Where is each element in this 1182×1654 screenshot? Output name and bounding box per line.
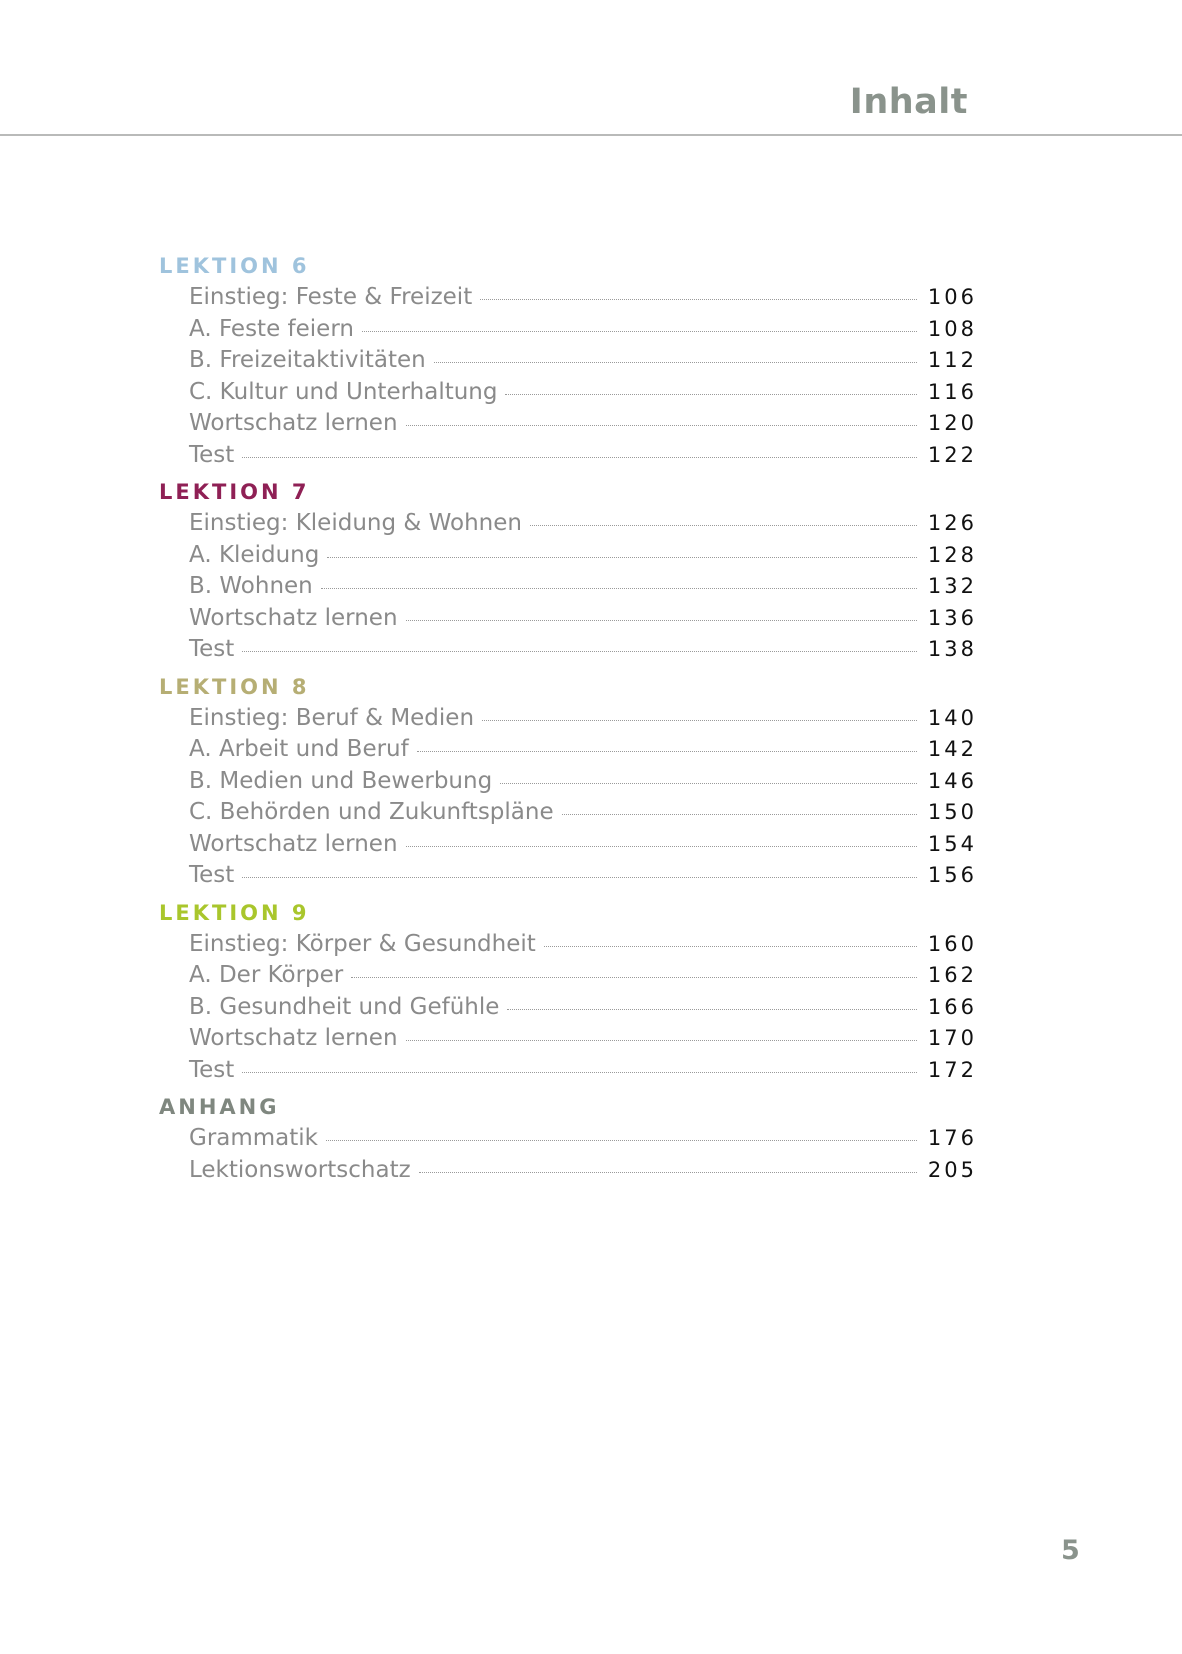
toc-entry [159,440,977,472]
toc-entry-title: Grammatik [189,1125,319,1151]
toc-entry-page: 160 [927,931,977,956]
toc-entry-page: 162 [927,963,977,987]
dot-leader [326,1140,917,1141]
toc-entry-title: Einstieg: Kleidung & Wohnen [189,510,522,536]
toc-entry-title: Wortschatz lernen [189,604,398,631]
toc-entry-page: 126 [927,511,977,535]
toc-entry [159,408,977,440]
toc-section [159,672,977,892]
dot-leader [242,651,917,652]
dot-leader [500,783,917,784]
toc-entry-title: Wortschatz lernen [189,830,398,857]
toc-entry-page: 132 [927,574,977,598]
toc-entry-page: 170 [927,1026,977,1050]
toc-entry-title: A. Der Körper [189,962,344,988]
dot-leader [544,946,917,947]
dot-leader [351,977,917,978]
toc-entry-title: Test [189,862,235,888]
toc-entry-title: B. Medien und Bewerbung [189,767,493,794]
toc-entry-page: 120 [927,411,977,435]
toc-entry [159,929,977,961]
toc-entry [159,734,977,766]
toc-entry-page: 205 [927,1157,977,1182]
dot-leader [505,394,917,395]
toc-section [159,251,977,471]
toc-entry-title: A. Feste feiern [189,315,354,342]
dot-leader [434,362,917,363]
section-heading: LEKTION 9 [159,900,310,925]
page-number: 5 [1061,1535,1080,1566]
section-heading: LEKTION 6 [159,254,310,278]
toc-entry-page: 122 [927,442,977,467]
dot-leader [242,877,917,878]
toc-entry-page: 154 [927,831,977,856]
toc-entry-title: Test [189,1056,235,1083]
toc-entry [159,1023,977,1055]
toc-entry-page: 166 [927,994,977,1019]
toc-entry-title: C. Behörden und Zukunftspläne [189,799,554,825]
dot-leader [530,525,917,526]
dot-leader [321,588,917,589]
toc-entry [159,345,977,377]
toc-entry-title: A. Kleidung [189,541,320,568]
toc-entry-title: Einstieg: Beruf & Medien [189,704,475,731]
toc-entry-page: 142 [927,737,977,761]
dot-leader [406,620,917,621]
toc-entry [159,1155,977,1187]
dot-leader [562,814,917,815]
dot-leader [417,751,917,752]
toc-entry-page: 106 [927,285,977,309]
section-heading: ANHANG [159,1095,280,1119]
toc-entry-title: B. Wohnen [189,573,313,599]
toc-entry-page: 176 [927,1126,977,1150]
toc-entry-title: A. Arbeit und Beruf [189,736,409,762]
dot-leader [406,425,917,426]
page-title: Inhalt [849,82,968,122]
toc-entry-page: 172 [927,1057,977,1082]
toc-entry-page: 128 [927,542,977,567]
toc-entry-title: B. Freizeitaktivitäten [189,347,426,373]
toc-entry-title: Test [189,441,235,468]
toc-entry-title: Lektionswortschatz [189,1156,411,1183]
toc-entry [159,571,977,603]
toc-entry [159,797,977,829]
toc-section [159,477,977,666]
toc-entry-page: 108 [927,316,977,341]
toc-entry-page: 112 [927,348,977,372]
toc-entry [159,703,977,735]
toc-entry-page: 138 [927,637,977,661]
toc-entry [159,960,977,992]
toc-entry-page: 146 [927,768,977,793]
toc-entry [159,829,977,861]
toc-entry-title: Wortschatz lernen [189,1025,398,1051]
dot-leader [327,557,917,558]
dot-leader [242,457,917,458]
header-divider [0,134,1182,136]
dot-leader [480,299,917,300]
toc-entry [159,860,977,892]
toc-entry-title: C. Kultur und Unterhaltung [189,378,498,405]
dot-leader [507,1009,917,1010]
toc-entry [159,603,977,635]
toc-entry-title: Einstieg: Feste & Freizeit [189,284,473,310]
toc-entry [159,282,977,314]
dot-leader [242,1072,917,1073]
toc-entry [159,766,977,798]
toc-entry [159,1055,977,1087]
toc-entry-title: Test [189,636,235,662]
dot-leader [406,846,917,847]
toc-section [159,1092,977,1186]
dot-leader [482,720,917,721]
toc-entry-page: 116 [927,379,977,404]
toc-entry [159,992,977,1024]
dot-leader [419,1172,917,1173]
toc-entry-title: B. Gesundheit und Gefühle [189,993,500,1020]
toc-entry-page: 156 [927,863,977,887]
toc-entry-page: 150 [927,800,977,824]
toc-entry [159,314,977,346]
toc-entry [159,540,977,572]
dot-leader [406,1040,917,1041]
section-heading: LEKTION 7 [159,480,310,504]
toc-entry [159,634,977,666]
toc-section [159,898,977,1087]
section-heading: LEKTION 8 [159,674,310,699]
toc-entry [159,1123,977,1155]
toc-entry-page: 140 [927,705,977,730]
toc-entry [159,508,977,540]
dot-leader [362,331,917,332]
toc-entry [159,377,977,409]
table-of-contents [159,251,977,1186]
toc-entry-title: Einstieg: Körper & Gesundheit [189,930,536,957]
toc-entry-title: Wortschatz lernen [189,410,398,436]
toc-entry-page: 136 [927,605,977,630]
